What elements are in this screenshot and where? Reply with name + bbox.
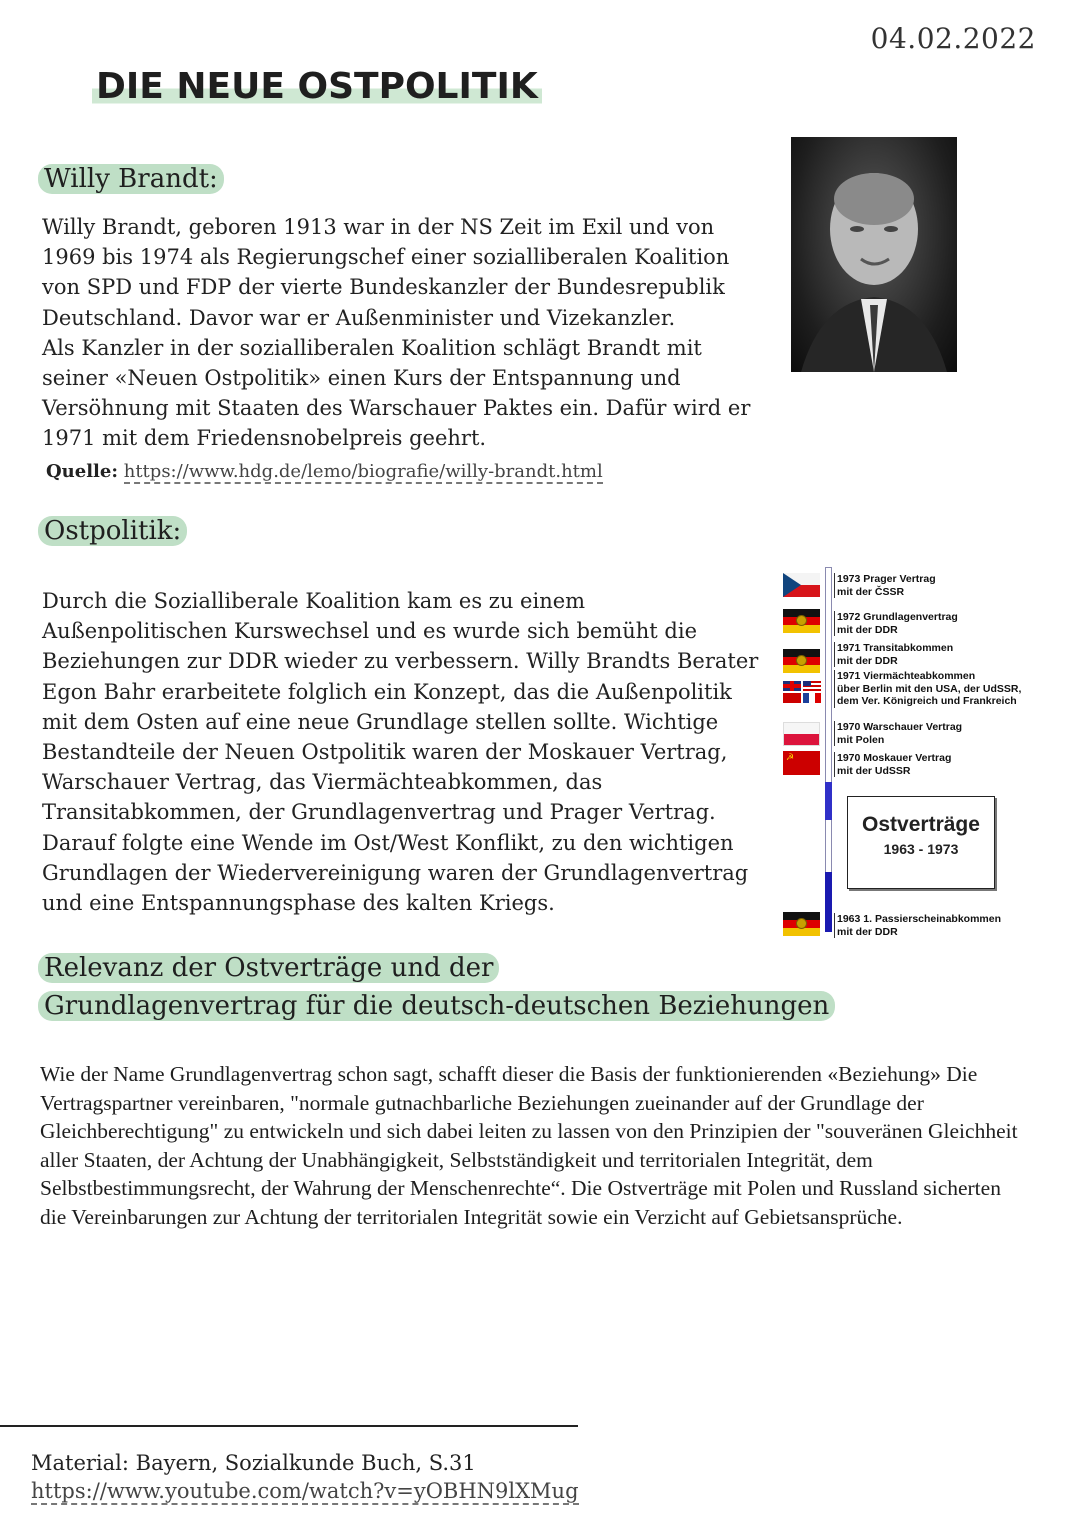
gdr-flag-icon: [783, 609, 820, 633]
text-line: 1971 mit dem Friedensnobelpreis geehrt.: [42, 426, 487, 451]
text-line: Beziehungen zur DDR wieder zu verbessern. Willy Brandts Berater: [42, 649, 759, 674]
text-line: Darauf folgte eine Wende im Ost/West Konflikt, zu den wichtigen: [42, 830, 734, 855]
text-line: und eine Entspannungsphase des kalten Kriegs.: [42, 891, 555, 916]
video-link[interactable]: https://www.youtube.com/watch?v=yOBHN9lXMug: [31, 1479, 579, 1503]
page-title: DIE NEUE OSTPOLITIK: [92, 66, 542, 107]
text-line: seiner «Neuen Ostpolitik» einen Kurs der Entspannung und: [42, 366, 681, 391]
gdr-flag-icon: [783, 649, 820, 673]
willy-brandt-paragraph: [42, 212, 772, 454]
timeline-axis-segment: [825, 782, 832, 820]
section-heading-relevanz-line2: Grundlagenvertrag für die deutsch-deutschen Beziehungen: [38, 991, 835, 1021]
ussr-flag-icon: [783, 751, 820, 775]
source-link[interactable]: https://www.hdg.de/lemo/biografie/willy-brandt.html: [123, 461, 603, 482]
footer-references: [31, 1449, 579, 1505]
ostvertraege-years: 1963 - 1973: [883, 841, 959, 857]
willy-brandt-portrait: [791, 137, 957, 372]
section-heading-willy-brandt: Willy Brandt:: [38, 164, 224, 194]
ostpolitik-paragraph: [42, 586, 777, 918]
text-line: Warschauer Vertrag, das Viermächteabkommen, das: [42, 770, 603, 795]
ostvertraege-label-box: [847, 796, 995, 889]
relevanz-paragraph: Wie der Name Grundlagenvertrag schon sagt, schafft dieser die Basis der funktionierenden «Beziehung» Die Vertragspartner vereinbaren, "normale gutnachbarliche Beziehungen zueinander auf der Grundlage der Gleichberechtigung" zu entwickeln und sich dabei leiten zu lassen von den Prinzipien der "souveränen Gleichheit aller Staaten, der Achtung der Unabhängigkeit, Selbstständigkeit und territorialen Integrität, dem Selbstbestimmungsrecht, der Wahrung der Menschenrechte“. Die Ostverträge mit Polen und Russland sicherten die Vereinbarungen zur Achtung der territorialen Integrität sowie ein Verzicht auf Gebietsansprüche.: [40, 1062, 1018, 1229]
text-line: Grundlagen der Wiedervereinigung waren der Grundlagenvertrag: [42, 860, 749, 885]
gdr-flag-icon: [783, 912, 820, 936]
ostvertraege-title: Ostverträge: [862, 813, 980, 836]
text-line: Deutschland. Davor war er Außenminister und Vizekanzler.: [42, 305, 676, 330]
czechoslovakia-flag-icon: [783, 573, 820, 597]
section-heading-ostpolitik: Ostpolitik:: [38, 516, 187, 546]
timeline-event: 1970 Moskauer Vertrag mit der UdSSR: [834, 752, 951, 777]
text-line: mit dem Osten auf eine neue Grundlage stellen sollte. Wichtige: [42, 709, 719, 734]
footer-divider: [0, 1425, 578, 1427]
timeline-axis-segment: [825, 872, 832, 932]
timeline-event: 1971 Viermächteabkommen über Berlin mit den USA, der UdSSR, dem Ver. Königreich und Frankreich: [834, 670, 1021, 708]
source-citation: [46, 461, 603, 482]
source-label: Quelle:: [46, 461, 118, 482]
material-reference: Material: Bayern, Sozialkunde Buch, S.31: [31, 1451, 476, 1475]
timeline-event: 1971 Transitabkommen mit der DDR: [834, 642, 953, 667]
text-line: Als Kanzler in der sozialliberalen Koalition schlägt Brandt mit: [42, 335, 702, 360]
text-line: Transitabkommen, der Grundlagenvertrag und Prager Vertrag.: [42, 800, 716, 825]
section-heading-relevanz-line1: Relevanz der Ostverträge und der: [38, 953, 499, 983]
portrait-illustration: [791, 137, 957, 372]
ostvertraege-timeline: [780, 567, 1040, 947]
text-line: von SPD und FDP der vierte Bundeskanzler der Bundesrepublik: [42, 275, 725, 300]
timeline-event: 1970 Warschauer Vertrag mit Polen: [834, 721, 962, 746]
four-powers-flags-icon: [783, 681, 821, 703]
poland-flag-icon: [783, 722, 820, 746]
text-line: Bestandteile der Neuen Ostpolitik waren der Moskauer Vertrag,: [42, 740, 728, 765]
text-line: Außenpolitischen Kurswechsel und es wurde sich bemüht die: [42, 619, 698, 644]
text-line: Willy Brandt, geboren 1913 war in der NS Zeit im Exil und von: [42, 215, 715, 239]
text-line: Versöhnung mit Staaten des Warschauer Paktes ein. Dafür wird er: [42, 396, 751, 421]
document-date: 04.02.2022: [870, 22, 1036, 55]
text-line: Egon Bahr erarbeitete folglich ein Konzept, das die Außenpolitik: [42, 679, 732, 704]
text-line: Durch die Sozialliberale Koalition kam es zu einem: [42, 589, 586, 613]
timeline-event: 1973 Prager Vertrag mit der ČSSR: [834, 573, 936, 598]
timeline-event: 1963 1. Passierscheinabkommen mit der DDR: [834, 913, 1001, 938]
timeline-event: 1972 Grundlagenvertrag mit der DDR: [834, 611, 958, 636]
text-line: 1969 bis 1974 als Regierungschef einer sozialliberalen Koalition: [42, 245, 730, 270]
